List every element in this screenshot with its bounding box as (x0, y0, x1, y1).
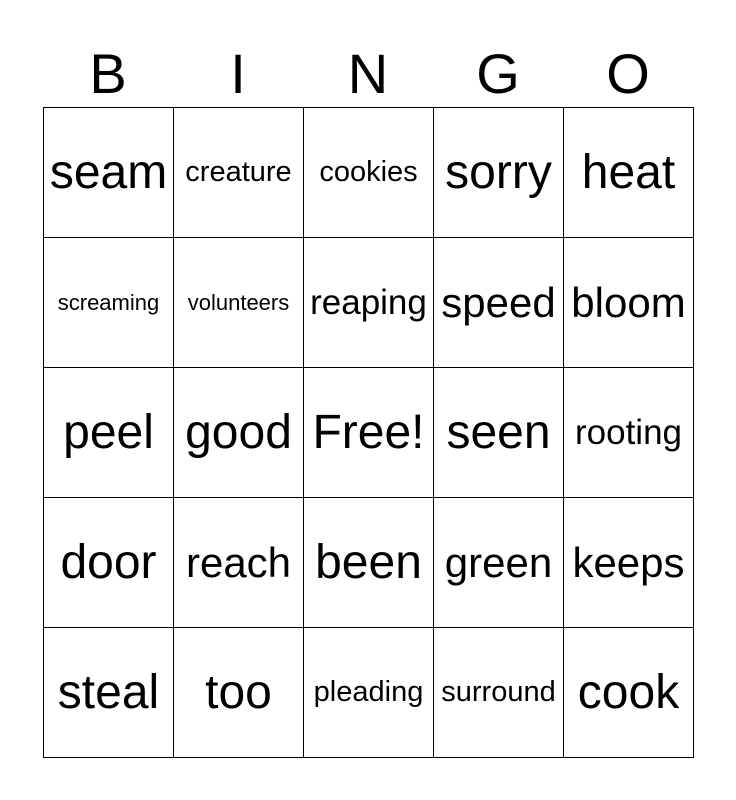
bingo-cell[interactable] (44, 628, 174, 758)
bingo-cell[interactable] (304, 628, 434, 758)
header-letter-g: G (476, 42, 520, 105)
bingo-cell-word: sorry (445, 145, 552, 199)
bingo-cell-word: reaping (310, 283, 427, 322)
bingo-cell[interactable] (304, 238, 434, 368)
bingo-cell-word: keeps (572, 538, 685, 586)
bingo-cell[interactable] (304, 108, 434, 238)
bingo-cell-word: speed (441, 278, 556, 326)
bingo-cell-word: door (60, 535, 157, 589)
bingo-cell-word: rooting (574, 413, 683, 452)
bingo-cell-word: reach (185, 538, 292, 586)
bingo-cell[interactable] (564, 368, 694, 498)
bingo-cell-word: bloom (571, 278, 686, 326)
header-letter-i: I (230, 42, 246, 105)
bingo-cell-word: pleading (313, 676, 424, 708)
bingo-cell[interactable] (174, 108, 304, 238)
bingo-cell-word: surround (441, 676, 556, 708)
bingo-cell[interactable] (434, 368, 564, 498)
bingo-cell[interactable] (434, 108, 564, 238)
bingo-cell[interactable] (44, 108, 174, 238)
bingo-board (43, 107, 694, 758)
bingo-header (43, 40, 693, 108)
header-letter-o: O (606, 42, 650, 105)
bingo-cell[interactable] (564, 238, 694, 368)
bingo-cell-word: volunteers (187, 289, 290, 315)
header-letter-b: B (89, 42, 127, 105)
bingo-cell-word: green (444, 538, 553, 586)
bingo-cell-word: seen (446, 405, 551, 459)
bingo-cell[interactable] (44, 368, 174, 498)
bingo-cell-word: steal (57, 665, 160, 719)
bingo-cell[interactable] (304, 498, 434, 628)
bingo-cell[interactable] (564, 628, 694, 758)
bingo-cell-word: been (315, 535, 422, 589)
bingo-cell[interactable] (174, 238, 304, 368)
bingo-cell-word: creature (185, 156, 292, 188)
bingo-cell[interactable] (174, 368, 304, 498)
bingo-cell[interactable] (434, 628, 564, 758)
bingo-cell[interactable] (174, 498, 304, 628)
bingo-cell[interactable] (434, 498, 564, 628)
free-space-cell[interactable] (304, 368, 434, 498)
bingo-cell-word: peel (63, 405, 154, 459)
bingo-cell[interactable] (44, 498, 174, 628)
bingo-cell-word: too (205, 665, 272, 719)
bingo-cell-word: heat (581, 145, 676, 199)
bingo-cell-word: seam (49, 145, 168, 199)
bingo-cell-word: cookies (319, 156, 418, 188)
bingo-cell[interactable] (44, 238, 174, 368)
bingo-cell[interactable] (434, 238, 564, 368)
bingo-cell-word: Free! (312, 405, 425, 459)
bingo-cell[interactable] (564, 108, 694, 238)
header-letter-n: N (347, 42, 389, 105)
bingo-cell[interactable] (174, 628, 304, 758)
bingo-cell-word: screaming (57, 289, 160, 315)
bingo-cell-word: good (185, 405, 292, 459)
bingo-cell[interactable] (564, 498, 694, 628)
bingo-cell-word: cook (577, 665, 680, 719)
